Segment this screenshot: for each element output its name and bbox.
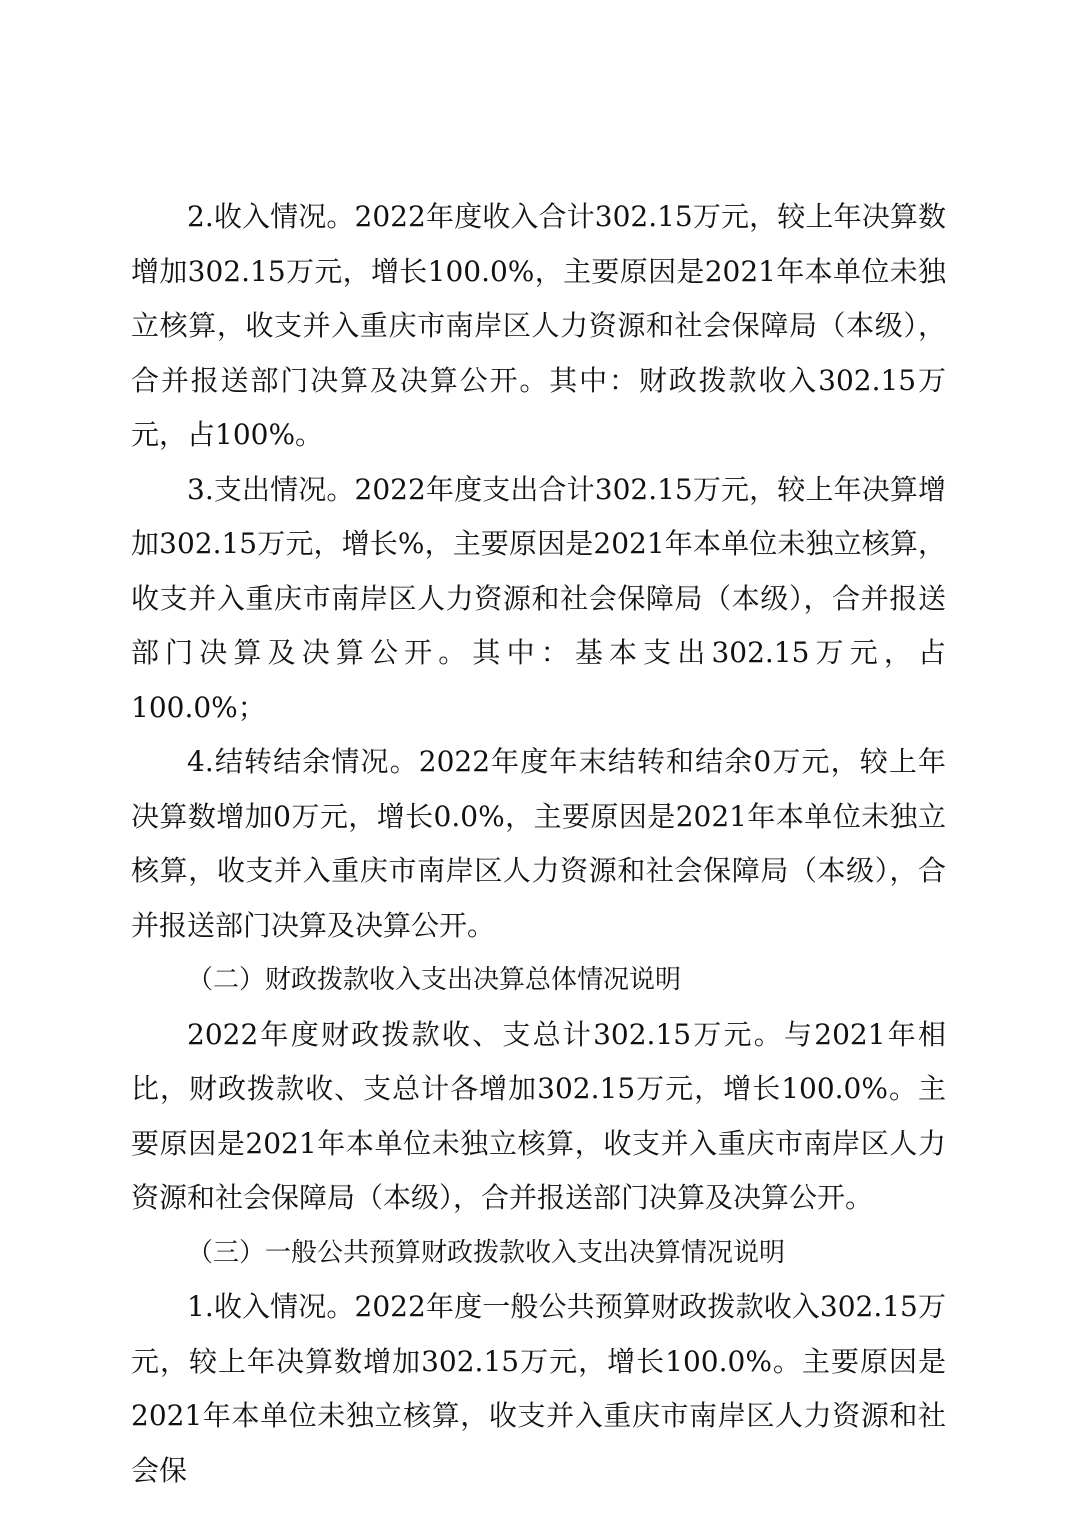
paragraph-carryover-situation: 4.结转结余情况。2022年度年末结转和结余0万元，较上年决算数增加0万元，增长0.0%，主要原因是2021年本单位未独立核算，收支并入重庆市南岸区人力资源和社会保障局（本级），合并报送部门决算及决算公开。 [131, 745, 946, 942]
section-heading-general-public-budget: （三）一般公共预算财政拨款收入支出决算情况说明 [187, 1237, 786, 1268]
section-heading-fiscal-overall: （二）财政拨款收入支出决算总体情况说明 [187, 965, 682, 995]
paragraph-general-public-income: 1.收入情况。2022年度一般公共预算财政拨款收入302.15万元，较上年决算数增加302.15万元，增长100.0%。主要原因是2021年本单位未独立核算，收支并入重庆市南岸区人力资源和社会保 [131, 1290, 946, 1487]
paragraph-fiscal-overall: 2022年度财政拨款收、支总计302.15万元。与2021年相比，财政拨款收、支总计各增加302.15万元，增长100.0%。主要原因是2021年本单位未独立核算，收支并入重庆市南岸区人力资源和社会保障局（本级），合并报送部门决算及决算公开。 [131, 1017, 946, 1214]
paragraph-expenditure-situation: 3.支出情况。2022年度支出合计302.15万元，较上年决算增加302.15万元，增长%，主要原因是2021年本单位未独立核算，收支并入重庆市南岸区人力资源和社会保障局（本级），合并报送部门决算及决算公开。其中：基本支出302.15万元，占100.0%； [131, 472, 946, 724]
document-body [131, 190, 946, 1498]
paragraph-income-situation: 2.收入情况。2022年度收入合计302.15万元，较上年决算数增加302.15万元，增长100.0%，主要原因是2021年本单位未独立核算，收支并入重庆市南岸区人力资源和社会保障局（本级），合并报送部门决算及决算公开。其中：财政拨款收入302.15万元，占100%。 [131, 200, 946, 451]
